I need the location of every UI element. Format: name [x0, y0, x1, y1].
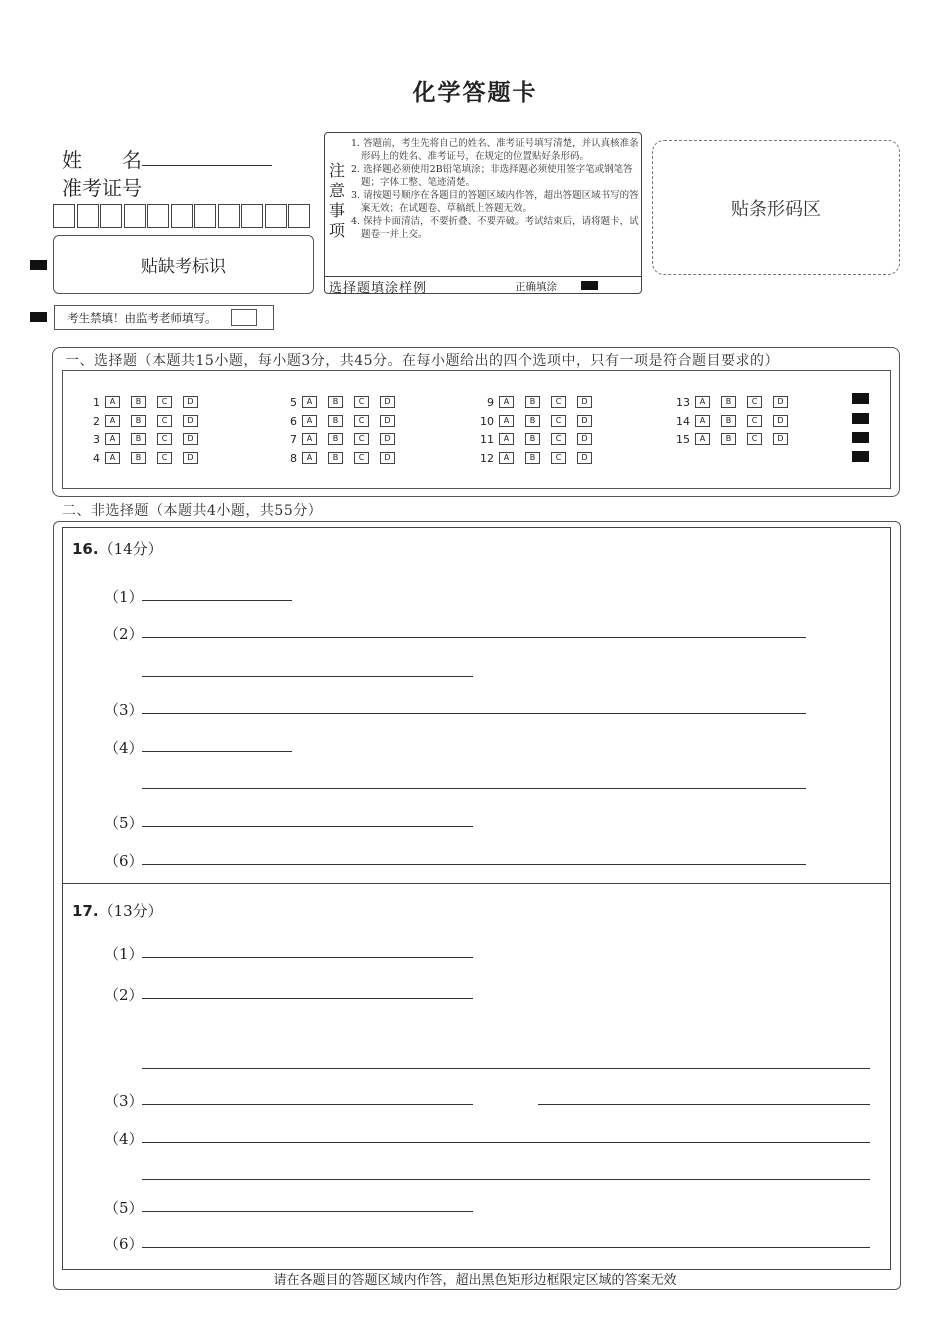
mcq-option-b[interactable]: B	[131, 452, 146, 464]
q16-part-label: （6）	[104, 852, 144, 870]
mcq-option-b[interactable]: B	[721, 396, 736, 408]
mcq-option-c[interactable]: C	[747, 433, 762, 445]
mcq-option-d[interactable]: D	[773, 433, 788, 445]
mcq-title: 一、选择题（本题共15小题，每小题3分，共45分。在每小题给出的四个选项中，只有一项是符合题目要求的）	[65, 353, 780, 369]
q16-header	[72, 538, 163, 559]
notice-item: 4. 保持卡面清洁，不要折叠、不要弄破。考试结束后，请将题卡，试题卷一并上交。	[351, 216, 639, 240]
mcq-question-number: 5	[290, 395, 297, 409]
exam-id-digit-box[interactable]	[265, 204, 287, 228]
mcq-question-row	[84, 414, 209, 428]
mcq-option-c[interactable]: C	[747, 415, 762, 427]
mcq-option-d[interactable]: D	[577, 415, 592, 427]
mcq-option-a[interactable]: A	[695, 415, 710, 427]
notice-item: 3. 请按题号顺序在各题目的答题区域内作答，超出答题区域书写的答案无效；在试题卷、草稿纸上答题无效。	[351, 190, 639, 214]
mcq-option-b[interactable]: B	[721, 415, 736, 427]
q17-answer-line[interactable]	[142, 998, 473, 999]
mcq-option-c[interactable]: C	[551, 452, 566, 464]
mcq-option-a[interactable]: A	[499, 433, 514, 445]
mcq-question-number: 3	[93, 432, 100, 446]
exam-id-digit-box[interactable]	[77, 204, 99, 228]
mcq-option-a[interactable]: A	[302, 452, 317, 464]
mcq-option-a[interactable]: A	[499, 396, 514, 408]
q17-answer-line[interactable]	[142, 1068, 870, 1069]
mcq-option-a[interactable]: A	[695, 433, 710, 445]
mcq-option-d[interactable]: D	[183, 415, 198, 427]
mcq-question-number: 7	[290, 432, 297, 446]
exam-id-digit-box[interactable]	[288, 204, 310, 228]
mcq-grid	[62, 370, 891, 489]
notice-item: 1. 答题前，考生先将自己的姓名、准考证号填写清楚，并认真核准条形码上的姓名、准考证号，在规定的位置贴好条形码。	[351, 138, 639, 162]
q16-answer-line[interactable]	[142, 788, 806, 789]
absent-sticker-area[interactable]	[53, 235, 314, 294]
mcq-option-d[interactable]: D	[183, 452, 198, 464]
mcq-option-d[interactable]: D	[183, 433, 198, 445]
q17-part-label: （4）	[104, 1130, 144, 1148]
mcq-option-c[interactable]: C	[354, 433, 369, 445]
exam-id-digit-box[interactable]	[171, 204, 193, 228]
q17-answer-line[interactable]	[538, 1104, 870, 1105]
q16-score: （14分）	[98, 540, 163, 558]
mcq-option-c[interactable]: C	[551, 433, 566, 445]
timing-mark	[852, 393, 869, 404]
mcq-question-row	[674, 414, 799, 428]
notice-title-char: 意	[328, 181, 345, 200]
mcq-question-number: 10	[480, 414, 494, 428]
mcq-question-number: 2	[93, 414, 100, 428]
mcq-option-c[interactable]: C	[551, 396, 566, 408]
mcq-question-row	[674, 432, 799, 446]
q17-part-label: （1）	[104, 945, 144, 963]
q17-header	[72, 900, 163, 921]
correct-fill-sample	[581, 281, 598, 290]
mcq-option-a[interactable]: A	[105, 396, 120, 408]
q16-answer-line[interactable]	[142, 864, 806, 865]
exam-id-digit-box[interactable]	[241, 204, 263, 228]
proctor-note: 考生禁填！由监考老师填写。	[67, 311, 217, 325]
mcq-option-c[interactable]: C	[157, 452, 172, 464]
mcq-option-b[interactable]: B	[328, 452, 343, 464]
q16-answer-line[interactable]	[142, 713, 806, 714]
exam-id-digit-box[interactable]	[124, 204, 146, 228]
q16-part-label: （4）	[104, 739, 144, 757]
mcq-question-row	[281, 395, 406, 409]
q17-answer-line[interactable]	[142, 1247, 870, 1248]
mcq-option-a[interactable]: A	[499, 452, 514, 464]
correct-fill-label: 正确填涂	[515, 281, 557, 293]
notice-panel	[324, 132, 642, 294]
q17-part-label: （3）	[104, 1092, 144, 1110]
mcq-question-row	[478, 451, 603, 465]
sample-label: 选择题填涂样例	[329, 281, 428, 296]
mcq-question-row	[281, 432, 406, 446]
mcq-option-b[interactable]: B	[131, 415, 146, 427]
mcq-question-number: 15	[676, 432, 690, 446]
mcq-option-d[interactable]: D	[773, 415, 788, 427]
mcq-option-a[interactable]: A	[695, 396, 710, 408]
q16-part-label: （3）	[104, 701, 144, 719]
mcq-option-d[interactable]: D	[577, 396, 592, 408]
mcq-option-b[interactable]: B	[525, 415, 540, 427]
mcq-option-c[interactable]: C	[157, 433, 172, 445]
mcq-option-c[interactable]: C	[354, 396, 369, 408]
q16-answer-line[interactable]	[142, 637, 806, 638]
mcq-option-b[interactable]: B	[328, 396, 343, 408]
mcq-option-c[interactable]: C	[354, 452, 369, 464]
mcq-option-a[interactable]: A	[302, 396, 317, 408]
mcq-option-d[interactable]: D	[380, 396, 395, 408]
exam-id-digit-box[interactable]	[53, 204, 75, 228]
mcq-question-row	[478, 432, 603, 446]
mcq-question-number: 12	[480, 451, 494, 465]
mcq-option-b[interactable]: B	[328, 415, 343, 427]
mcq-question-row	[478, 414, 603, 428]
mcq-option-d[interactable]: D	[577, 452, 592, 464]
notice-title-char: 注	[328, 161, 345, 180]
mcq-option-a[interactable]: A	[105, 415, 120, 427]
timing-mark	[30, 312, 47, 322]
mcq-question-row	[84, 451, 209, 465]
mcq-question-number: 11	[480, 432, 494, 446]
mcq-question-number: 1	[93, 395, 100, 409]
answer-frame	[62, 527, 891, 1270]
absent-label: 贴缺考标识	[141, 257, 226, 277]
q16-part-label: （1）	[104, 588, 144, 606]
timing-mark	[30, 260, 47, 270]
mcq-option-a[interactable]: A	[302, 415, 317, 427]
exam-id-label: 准考证号	[62, 176, 142, 200]
q17-part-label: （6）	[104, 1235, 144, 1253]
exam-id-digit-box[interactable]	[100, 204, 122, 228]
notice-title-char: 事	[328, 201, 345, 220]
mcq-option-b[interactable]: B	[131, 433, 146, 445]
q16-number: 16.	[72, 540, 99, 558]
mcq-option-b[interactable]: B	[131, 396, 146, 408]
mcq-question-number: 9	[487, 395, 494, 409]
footer-note: 请在各题目的答题区域内作答，超出黑色矩形边框限定区域的答案无效	[273, 1273, 677, 1288]
proctor-box	[54, 305, 274, 330]
q17-part-label: （5）	[104, 1199, 144, 1217]
mcq-question-number: 6	[290, 414, 297, 428]
q16-part-label: （2）	[104, 625, 144, 643]
mcq-option-b[interactable]: B	[525, 433, 540, 445]
mcq-option-b[interactable]: B	[721, 433, 736, 445]
q16-answer-line[interactable]	[142, 600, 292, 601]
mcq-option-c[interactable]: C	[747, 396, 762, 408]
q17-answer-line[interactable]	[142, 1179, 870, 1180]
q16-answer-line[interactable]	[142, 751, 292, 752]
mcq-question-number: 8	[290, 451, 297, 465]
q17-answer-line[interactable]	[142, 957, 473, 958]
proctor-absent-checkbox[interactable]	[231, 309, 257, 326]
mcq-option-c[interactable]: C	[551, 415, 566, 427]
q17-number: 17.	[72, 902, 99, 920]
q17-answer-line[interactable]	[142, 1142, 870, 1143]
mcq-option-b[interactable]: B	[525, 396, 540, 408]
q17-answer-line[interactable]	[142, 1211, 473, 1212]
timing-mark	[852, 413, 869, 424]
mcq-question-number: 13	[676, 395, 690, 409]
mcq-option-d[interactable]: D	[183, 396, 198, 408]
exam-id-digit-box[interactable]	[194, 204, 216, 228]
notice-item: 2. 选择题必须使用2B铅笔填涂；非选择题必须使用签字笔或钢笔答题；字体工整、笔迹清楚。	[351, 164, 633, 188]
barcode-label: 贴条形码区	[731, 198, 821, 220]
q17-score: （13分）	[98, 902, 163, 920]
name-label: 姓 名	[62, 148, 142, 172]
mcq-option-a[interactable]: A	[105, 433, 120, 445]
q16-answer-line[interactable]	[142, 826, 473, 827]
q16-answer-line[interactable]	[142, 676, 473, 677]
exam-id-digit-box[interactable]	[147, 204, 169, 228]
q16-part-label: （5）	[104, 814, 144, 832]
mcq-question-number: 4	[93, 451, 100, 465]
question-divider	[62, 883, 890, 884]
mcq-question-row	[674, 395, 799, 409]
timing-mark	[852, 432, 869, 443]
free-title: 二、非选择题（本题共4小题，共55分）	[62, 503, 323, 519]
mcq-question-row	[478, 395, 603, 409]
q17-part-label: （2）	[104, 986, 144, 1004]
mcq-option-d[interactable]: D	[380, 433, 395, 445]
mcq-option-d[interactable]: D	[577, 433, 592, 445]
name-field[interactable]	[142, 145, 272, 166]
mcq-option-a[interactable]: A	[105, 452, 120, 464]
notice-list	[351, 137, 639, 241]
mcq-question-number: 14	[676, 414, 690, 428]
mcq-question-row	[84, 395, 209, 409]
mcq-option-d[interactable]: D	[380, 415, 395, 427]
mcq-option-b[interactable]: B	[525, 452, 540, 464]
fill-sample-row	[325, 276, 641, 294]
mcq-option-c[interactable]: C	[157, 415, 172, 427]
card-title: 化学答题卡	[412, 80, 538, 106]
q17-answer-line[interactable]	[142, 1104, 473, 1105]
mcq-question-row	[84, 432, 209, 446]
notice-title-char: 项	[328, 221, 345, 240]
mcq-option-a[interactable]: A	[499, 415, 514, 427]
mcq-question-row	[281, 414, 406, 428]
mcq-option-c[interactable]: C	[157, 396, 172, 408]
barcode-area[interactable]	[652, 140, 900, 275]
exam-id-digit-box[interactable]	[218, 204, 240, 228]
mcq-option-d[interactable]: D	[773, 396, 788, 408]
mcq-question-row	[281, 451, 406, 465]
mcq-option-b[interactable]: B	[328, 433, 343, 445]
mcq-option-d[interactable]: D	[380, 452, 395, 464]
mcq-option-a[interactable]: A	[302, 433, 317, 445]
timing-mark	[852, 451, 869, 462]
mcq-option-c[interactable]: C	[354, 415, 369, 427]
notice-vertical-title	[327, 161, 347, 241]
